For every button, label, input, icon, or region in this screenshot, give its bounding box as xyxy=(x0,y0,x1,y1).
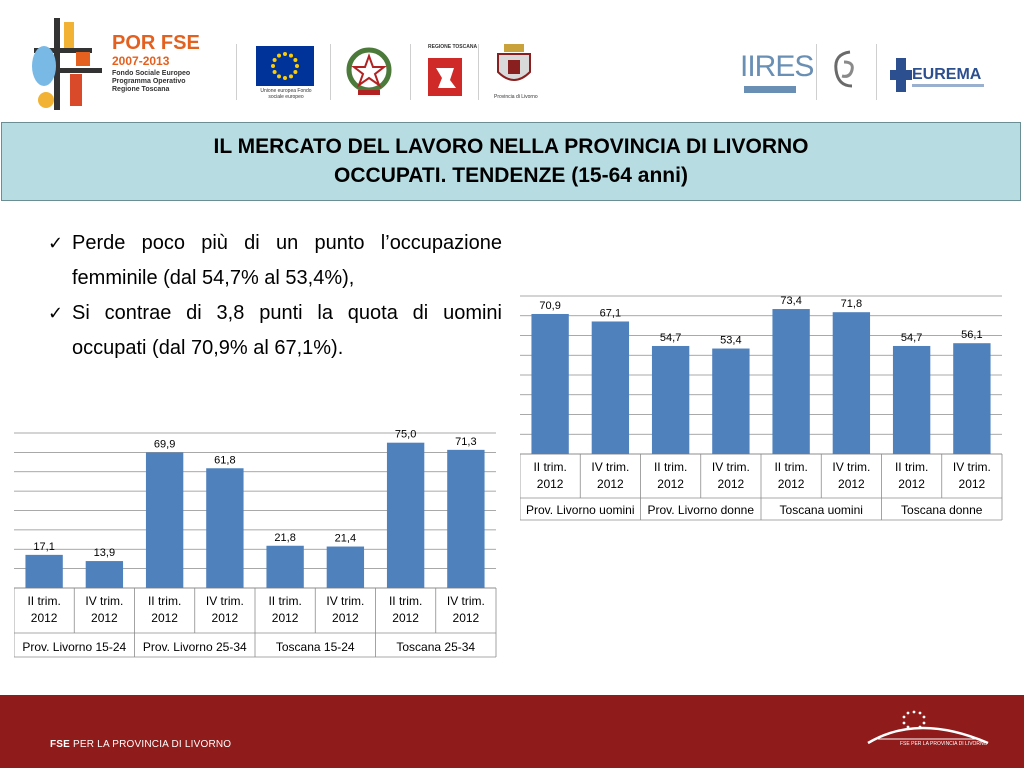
gender-employment-chart-svg xyxy=(520,286,1004,528)
bar xyxy=(833,312,870,454)
footer-text-bold: FSE xyxy=(50,739,71,750)
bullet-text: Si contrae di 3,8 punti la quota di uomini occupati (dal 70,9% al 67,1%). xyxy=(72,302,502,359)
header-logos xyxy=(0,0,1024,118)
logo-divider xyxy=(410,44,411,100)
logo-divider xyxy=(478,44,479,100)
data-label: 69,9 xyxy=(153,438,176,451)
bar xyxy=(772,309,809,454)
bar xyxy=(531,314,568,454)
category-label: II trim. xyxy=(147,594,182,608)
data-label: 67,1 xyxy=(599,307,622,320)
category-label: 2012 xyxy=(271,611,299,625)
por-fse-line: Fondo Sociale Europeo xyxy=(112,70,191,77)
category-label: IV trim. xyxy=(591,460,630,474)
bar xyxy=(387,443,424,588)
bar xyxy=(652,346,689,454)
category-label: 2012 xyxy=(91,611,118,625)
por-fse-logo xyxy=(24,14,214,114)
italian-republic-emblem-icon xyxy=(346,44,392,98)
category-label: II trim. xyxy=(653,460,688,474)
bar xyxy=(447,450,484,588)
bar xyxy=(25,555,62,588)
provincia-livorno-crest-icon xyxy=(496,44,532,90)
gender-employment-chart xyxy=(520,286,1004,528)
category-label: 2012 xyxy=(838,477,865,491)
footer-bar xyxy=(0,695,1024,768)
category-label: 2012 xyxy=(898,477,925,491)
fse-livorno-footer-logo-icon xyxy=(858,703,998,763)
data-label: 73,4 xyxy=(780,295,802,308)
category-label: 2012 xyxy=(452,611,480,625)
regione-toscana-shield-icon xyxy=(428,58,462,96)
bar xyxy=(327,547,364,588)
logo-divider xyxy=(330,44,331,100)
por-fse-title: POR FSE xyxy=(112,32,200,54)
category-label: II trim. xyxy=(27,594,61,608)
logo-divider xyxy=(816,44,817,100)
logo-divider xyxy=(876,44,877,100)
category-label: 2012 xyxy=(717,477,745,491)
bar xyxy=(592,321,629,454)
group-label: Toscana uomini xyxy=(779,503,863,517)
category-label: II trim. xyxy=(388,594,423,608)
category-label: 2012 xyxy=(151,611,178,625)
data-label: 71,8 xyxy=(840,298,863,311)
footer-logo-caption: FSE PER LA PROVINCIA DI LIVORNO xyxy=(900,741,988,747)
bar xyxy=(712,349,749,454)
data-label: 54,7 xyxy=(659,331,682,344)
slide-title: IL MERCATO DEL LAVORO NELLA PROVINCIA DI LIVORNO xyxy=(213,135,809,158)
category-label: 2012 xyxy=(30,611,58,625)
group-label: Prov. Livorno uomini xyxy=(526,503,635,517)
category-label: IV trim. xyxy=(446,594,485,608)
provincia-caption: Provincia di Livorno xyxy=(494,94,538,100)
category-label: 2012 xyxy=(332,611,359,625)
group-label: Prov. Livorno 15-24 xyxy=(22,640,127,654)
data-label: 75,0 xyxy=(394,428,417,441)
bullet-item xyxy=(48,296,502,366)
group-label: Toscana donne xyxy=(901,503,983,517)
data-label: 17,1 xyxy=(33,540,55,553)
logo-divider xyxy=(236,44,237,100)
slide-title-box xyxy=(1,122,1021,201)
data-label: 61,8 xyxy=(214,454,236,467)
regione-toscana-caption: REGIONE TOSCANA xyxy=(428,44,478,50)
category-label: IV trim. xyxy=(952,460,991,474)
data-label: 13,9 xyxy=(93,547,116,560)
footer-text xyxy=(50,739,231,750)
category-label: IV trim. xyxy=(711,460,750,474)
group-label: Prov. Livorno 25-34 xyxy=(142,640,247,654)
csv-logo-icon xyxy=(830,46,860,94)
category-label: 2012 xyxy=(211,611,239,625)
data-label: 70,9 xyxy=(539,299,561,312)
category-label: II trim. xyxy=(268,594,302,608)
category-label: 2012 xyxy=(657,477,684,491)
bullet-item xyxy=(48,226,502,296)
category-label: IV trim. xyxy=(832,460,871,474)
youth-employment-chart xyxy=(14,420,498,660)
eu-stars-icon xyxy=(256,46,314,86)
category-label: II trim. xyxy=(774,460,808,474)
eu-logo-caption: Unione europea Fondo sociale europeo xyxy=(260,88,312,100)
footer-text-rest: PER LA PROVINCIA DI LIVORNO xyxy=(70,739,232,750)
data-label: 54,7 xyxy=(900,331,923,344)
slide-subtitle: OCCUPATI. TENDENZE (15-64 anni) xyxy=(334,164,688,187)
youth-employment-chart-svg xyxy=(14,420,498,660)
category-label: IV trim. xyxy=(85,594,124,608)
bar xyxy=(86,561,123,588)
category-label: II trim. xyxy=(894,460,929,474)
bar xyxy=(893,346,930,454)
eurema-mark-icon xyxy=(890,58,912,92)
data-label: 53,4 xyxy=(720,334,742,347)
category-label: 2012 xyxy=(536,477,564,491)
data-label: 71,3 xyxy=(455,435,477,448)
checkmark-icon: ✓ xyxy=(48,233,64,254)
category-label: 2012 xyxy=(597,477,624,491)
category-label: II trim. xyxy=(533,460,567,474)
category-label: IV trim. xyxy=(326,594,365,608)
bullet-text: Perde poco più di un punto l’occupazione femminile (dal 54,7% al 53,4%), xyxy=(72,232,502,289)
data-label: 21,8 xyxy=(274,531,296,544)
category-label: 2012 xyxy=(777,477,805,491)
eurema-logo: EUREMA xyxy=(912,66,982,83)
por-fse-years: 2007-2013 xyxy=(112,54,170,68)
eurema-logo-underline xyxy=(912,84,984,87)
bar xyxy=(146,453,183,588)
por-fse-emblem-icon xyxy=(24,14,110,114)
ires-logo: IIRES xyxy=(740,50,814,83)
group-label: Prov. Livorno donne xyxy=(647,503,755,517)
category-label: IV trim. xyxy=(205,594,244,608)
ires-logo-bar xyxy=(744,86,796,93)
por-fse-line: Regione Toscana xyxy=(112,86,170,93)
group-label: Toscana 15-24 xyxy=(275,640,355,654)
group-label: Toscana 25-34 xyxy=(396,640,476,654)
bar xyxy=(953,343,990,454)
checkmark-icon: ✓ xyxy=(48,303,64,324)
data-label: 21,4 xyxy=(334,532,357,545)
data-label: 56,1 xyxy=(961,329,983,342)
por-fse-line: Programma Operativo xyxy=(112,78,186,85)
bullet-list xyxy=(48,226,502,366)
bar xyxy=(266,546,303,588)
category-label: 2012 xyxy=(392,611,419,625)
category-label: 2012 xyxy=(958,477,986,491)
eu-flag-logo xyxy=(256,46,314,86)
bar xyxy=(206,468,243,588)
